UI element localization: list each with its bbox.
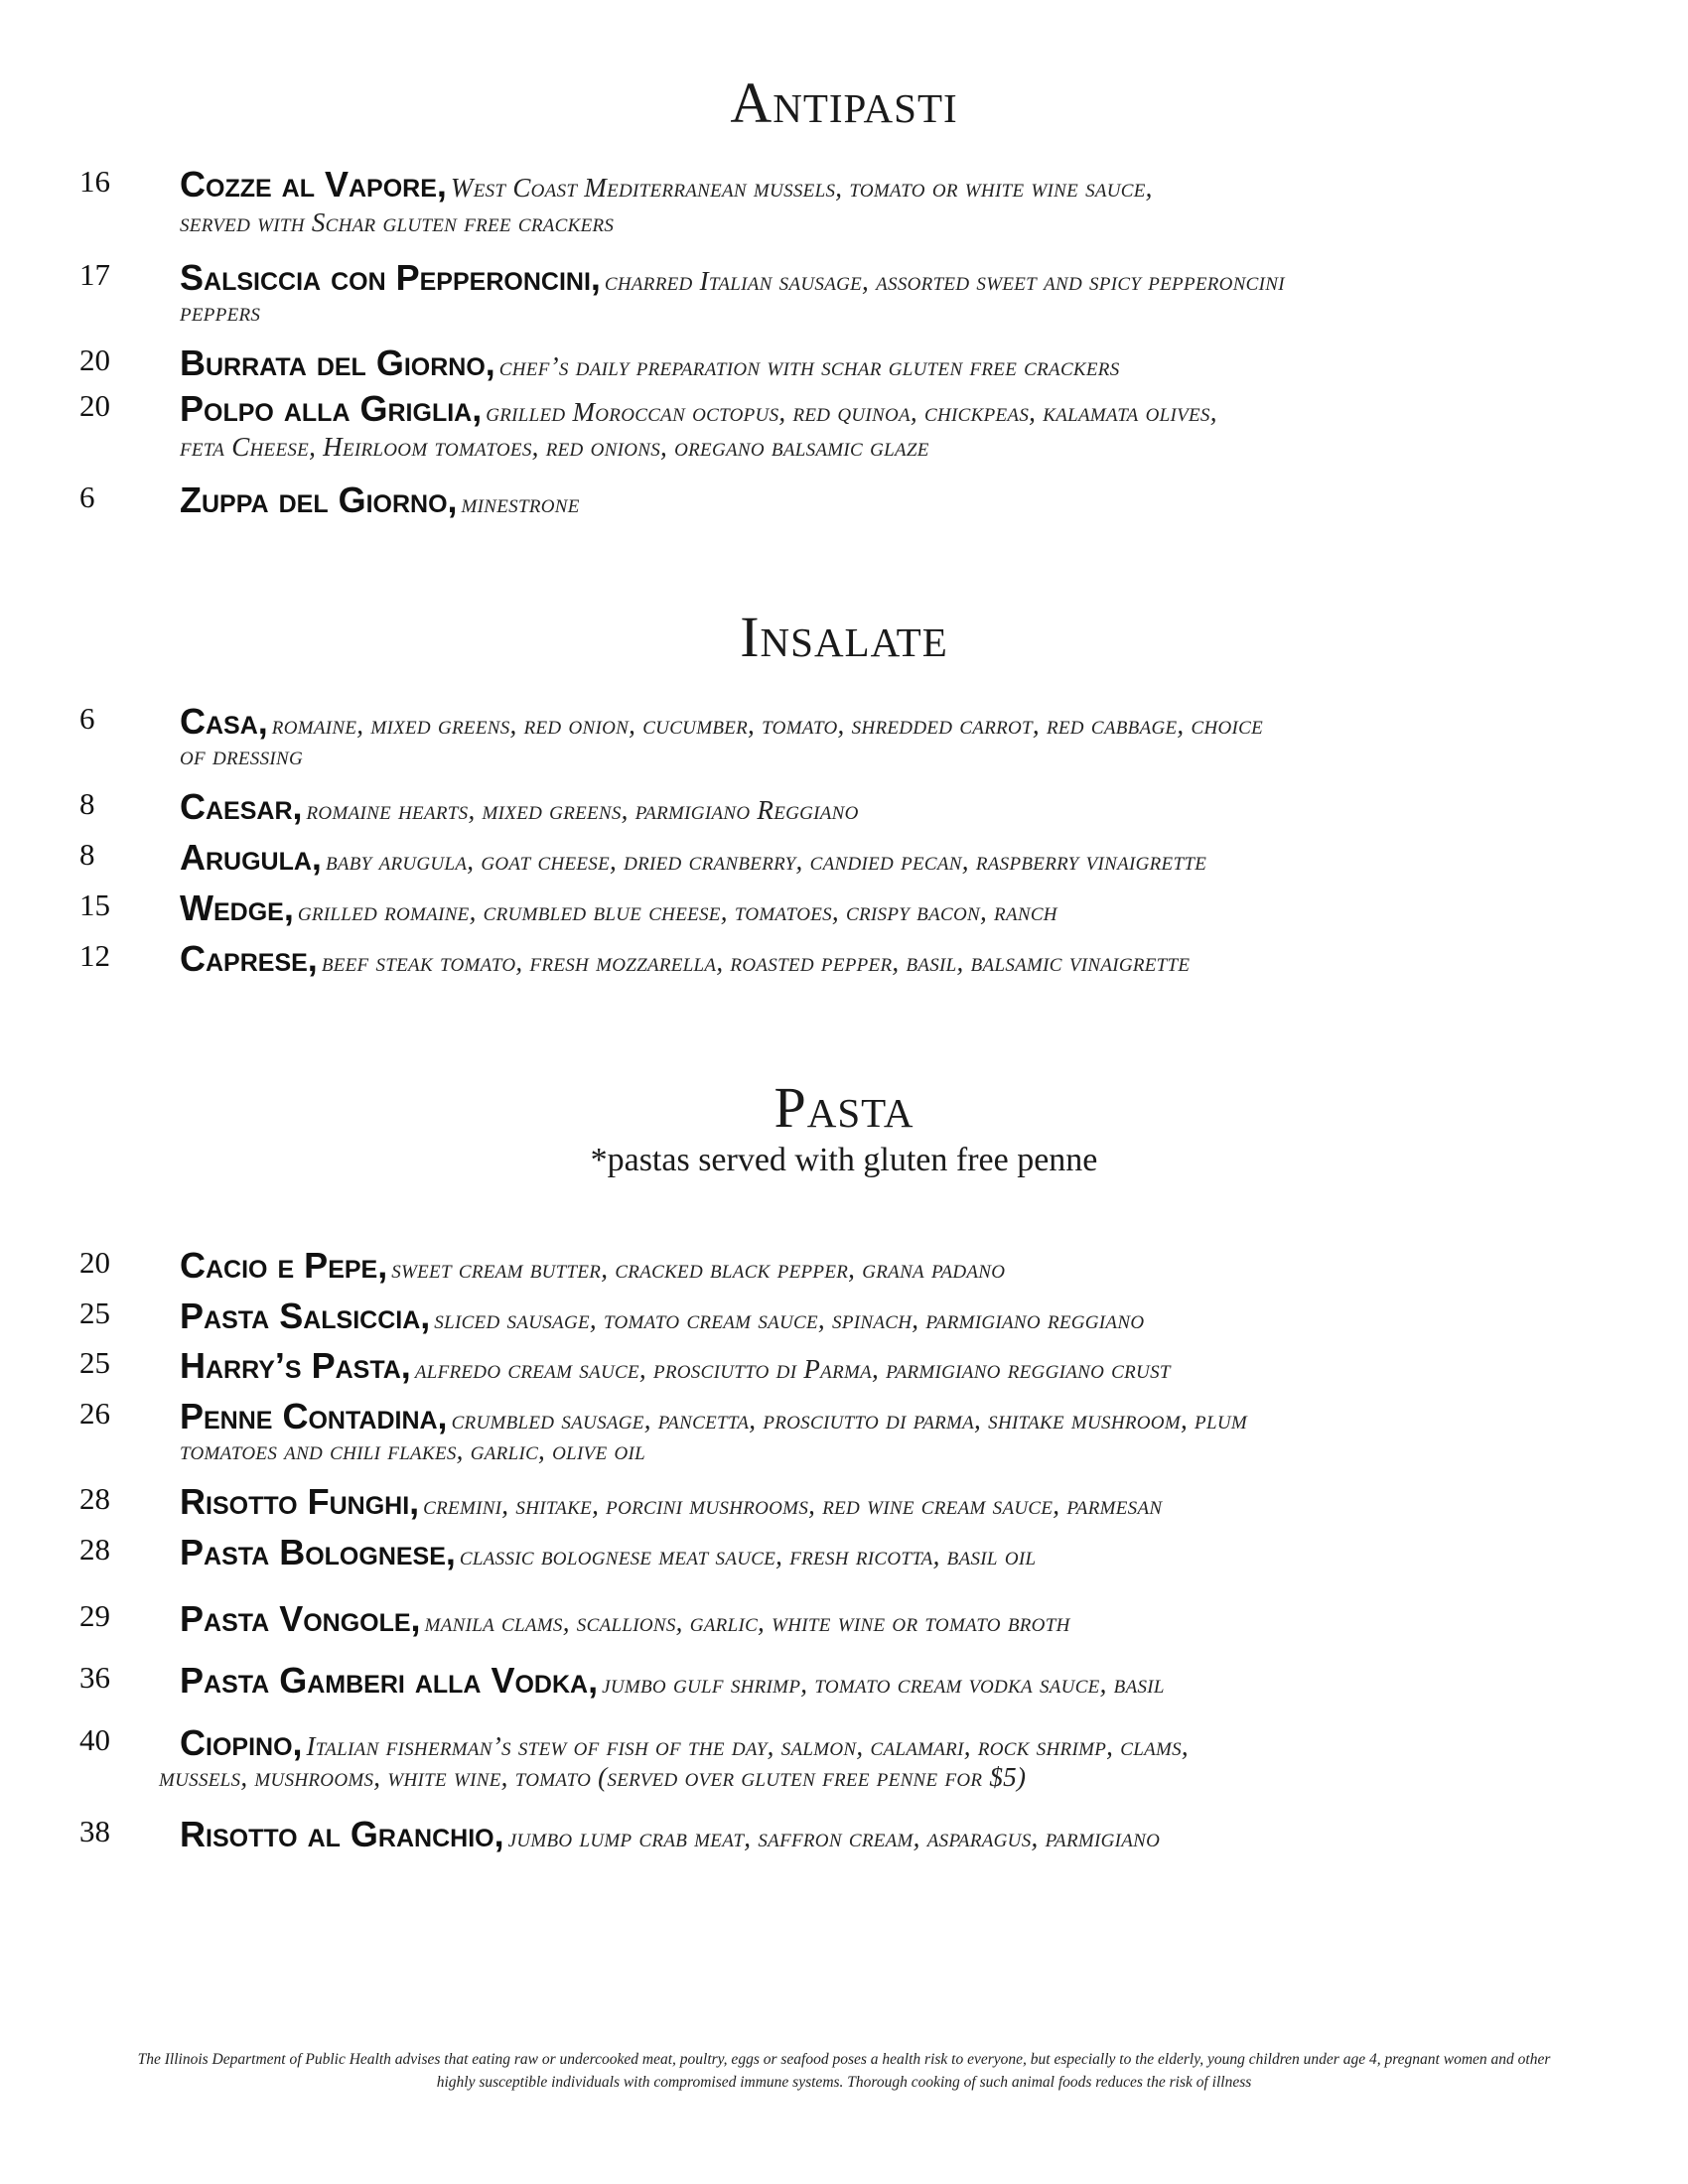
item-description: romaine, mixed greens, red onion, cucumber, tomato, shredded carrot, red cabbage, choice [271,710,1264,740]
section-title-insalate: Insalate [740,605,948,669]
item-name: Pasta Vongole, [180,1598,421,1639]
item-description: jumbo gulf shrimp, tomato cream vodka sauce, basil [602,1669,1165,1699]
item-description: jumbo lump crab meat, saffron cream, asparagus, parmigiano [507,1823,1161,1852]
item-description: baby arugula, goat cheese, dried cranberry, candied pecan, raspberry vinaigrette [325,846,1207,876]
health-disclaimer [70,2048,1618,2094]
item-price: 15 [79,887,110,922]
item-description: beef steak tomato, fresh mozzarella, roasted pepper, basil, balsamic vinaigrette [321,947,1191,977]
disclaimer-line-2: highly susceptible individuals with compromised immune systems. Thorough cooking of such animal foods reduces the risk of illness [436,2074,1252,2091]
item-name: Pasta Bolognese, [180,1532,456,1572]
item-price: 36 [79,1660,110,1695]
item-price: 12 [79,938,110,973]
item-price: 6 [79,701,95,736]
item-name: Ciopino, [180,1722,303,1763]
item-price: 8 [79,837,95,872]
item-description: West Coast Mediterranean mussels, tomato or white wine sauce, [450,173,1153,203]
item-name: Cacio e Pepe, [180,1245,388,1286]
item-name: Pasta Salsiccia, [180,1296,431,1336]
item-price: 6 [79,479,95,514]
item-description: grilled romaine, crumbled blue cheese, tomatoes, crispy bacon, ranch [297,896,1057,926]
item-price: 16 [79,164,110,199]
item-name: Caprese, [180,938,318,979]
item-description-cont: feta Cheese, Heirloom tomatoes, red onions, oregano balsamic glaze [180,432,929,462]
item-name: Cozze al Vapore, [180,164,447,205]
item-description-cont: peppers [180,297,261,327]
section-note: *pastas served with gluten free penne [590,1142,1098,1178]
section-title-antipasti: Antipasti [730,70,958,135]
item-name: Burrata del Giorno, [180,342,495,383]
item-price: 28 [79,1481,110,1516]
item-price: 20 [79,388,110,423]
item-description: charred Italian sausage, assorted sweet and spicy pepperoncini [604,266,1285,296]
item-description-cont: served with Schar gluten free crackers [180,207,615,237]
item-name: Casa, [180,701,268,742]
item-price: 25 [79,1296,110,1330]
item-name: Arugula, [180,837,322,878]
item-price: 20 [79,1245,110,1280]
item-name: Salsiccia con Pepperoncini, [180,257,601,298]
item-name: Zuppa del Giorno, [180,479,458,520]
section-title-pasta: Pasta [774,1075,914,1140]
item-name: Wedge, [180,887,294,928]
item-description: classic bolognese meat sauce, fresh ricotta, basil oil [459,1541,1037,1570]
item-price: 40 [79,1722,110,1757]
item-name: Caesar, [180,786,303,827]
item-description: cremini, shitake, porcini mushrooms, red wine cream sauce, parmesan [423,1490,1163,1520]
item-description: alfredo cream sauce, prosciutto di Parma, parmigiano reggiano crust [414,1354,1171,1384]
item-price: 17 [79,257,110,292]
item-description: chef’s daily preparation with schar gluten free crackers [498,351,1120,381]
item-name: Polpo alla Griglia, [180,388,483,429]
item-description: romaine hearts, mixed greens, parmigiano Reggiano [306,795,859,825]
item-price: 26 [79,1396,110,1431]
item-name: Harry’s Pasta, [180,1345,411,1386]
item-description-cont: mussels, mushrooms, white wine, tomato (served over gluten free penne for $5) [159,1762,1027,1792]
item-description-cont: of dressing [180,741,304,770]
item-price: 29 [79,1598,110,1633]
item-price: 20 [79,342,110,377]
item-description: sweet cream butter, cracked black pepper, grana padano [391,1254,1006,1284]
item-description: crumbled sausage, pancetta, prosciutto di parma, shitake mushroom, plum [451,1405,1247,1434]
item-description-cont: tomatoes and chili flakes, garlic, olive oil [180,1435,646,1465]
item-description: manila clams, scallions, garlic, white wine or tomato broth [424,1607,1070,1637]
item-description: grilled Moroccan octopus, red quinoa, chickpeas, kalamata olives, [486,397,1217,427]
item-price: 38 [79,1814,110,1848]
item-name: Pasta Gamberi alla Vodka, [180,1660,599,1701]
item-price: 28 [79,1532,110,1567]
item-name: Risotto Funghi, [180,1481,420,1522]
item-description: sliced sausage, tomato cream sauce, spinach, parmigiano reggiano [434,1304,1145,1334]
item-price: 8 [79,786,95,821]
item-price: 25 [79,1345,110,1380]
item-name: Risotto al Granchio, [180,1814,504,1854]
item-description: Italian fisherman’s stew of fish of the day, salmon, calamari, rock shrimp, clams, [306,1731,1189,1761]
item-name: Penne Contadina, [180,1396,448,1436]
disclaimer-line-1: The Illinois Department of Public Health advises that eating raw or undercooked meat, poultry, eggs or seafood poses a health risk to everyone, but especially to the elderly, young children under age 4, pregnant women and other [137,2051,1551,2068]
item-description: minestrone [461,488,580,518]
